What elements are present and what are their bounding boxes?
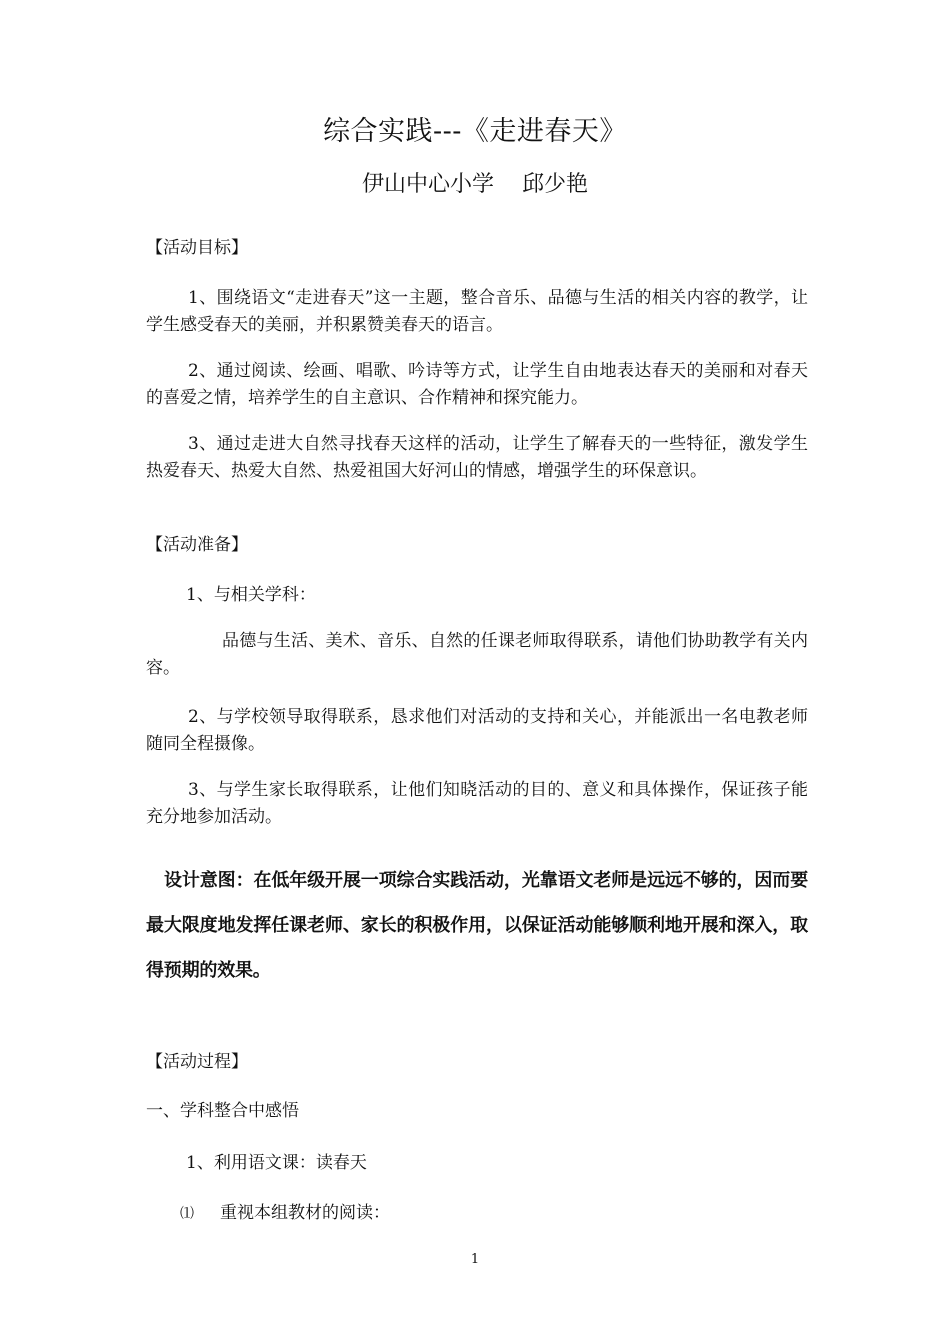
preparation-item-2: 2、与学校领导取得联系，恳求他们对活动的支持和关心，并能派出一名电教老师随同全程摄像。 xyxy=(146,707,808,754)
process-sub-item-2 xyxy=(180,1200,780,1228)
document-title: 综合实践---《走进春天》 xyxy=(323,116,627,147)
preparation-item-1-detail: 品德与生活、美术、音乐、自然的任课老师取得联系，请他们协助教学有关内容。 xyxy=(146,631,808,678)
process-sub-item-1: 1、利用语文课：读春天 xyxy=(186,1153,367,1173)
preparation-item-1-label: 1、与相关学科： xyxy=(186,585,316,605)
list-marker: ⑴ xyxy=(180,1206,194,1222)
section-heading-process: 【活动过程】 xyxy=(146,1052,248,1072)
preparation-item-3: 3、与学生家长取得联系，让他们知晓活动的目的、意义和具体操作，保证孩子能充分地参加活动。 xyxy=(146,780,808,827)
process-part-1: 一、学科整合中感悟 xyxy=(146,1101,299,1121)
section-heading-preparation: 【活动准备】 xyxy=(146,535,248,555)
goal-item-1: 1、围绕语文“走进春天”这一主题，整合音乐、品德与生活的相关内容的教学，让学生感受春天的美丽，并积累赞美春天的语言。 xyxy=(146,288,808,335)
section-heading-goals: 【活动目标】 xyxy=(146,238,248,258)
goal-item-2: 2、通过阅读、绘画、唱歌、吟诗等方式，让学生自由地表达春天的美丽和对春天的喜爱之情，培养学生的自主意识、合作精神和探究能力。 xyxy=(146,361,808,408)
document-author: 伊山中心小学 邱少艳 xyxy=(362,172,588,197)
process-sub-item-2-text: 重视本组教材的阅读： xyxy=(220,1203,390,1223)
goal-item-3: 3、通过走进大自然寻找春天这样的活动，让学生了解春天的一些特征，激发学生热爱春天、热爱大自然、热爱祖国大好河山的情感，增强学生的环保意识。 xyxy=(146,434,808,481)
page-number: 1 xyxy=(470,1252,480,1267)
design-intent-paragraph: 设计意图：在低年级开展一项综合实践活动，光靠语文老师是远远不够的，因而要最大限度地发挥任课老师、家长的积极作用，以保证活动能够顺利地开展和深入，取得预期的效果。 xyxy=(146,870,808,981)
